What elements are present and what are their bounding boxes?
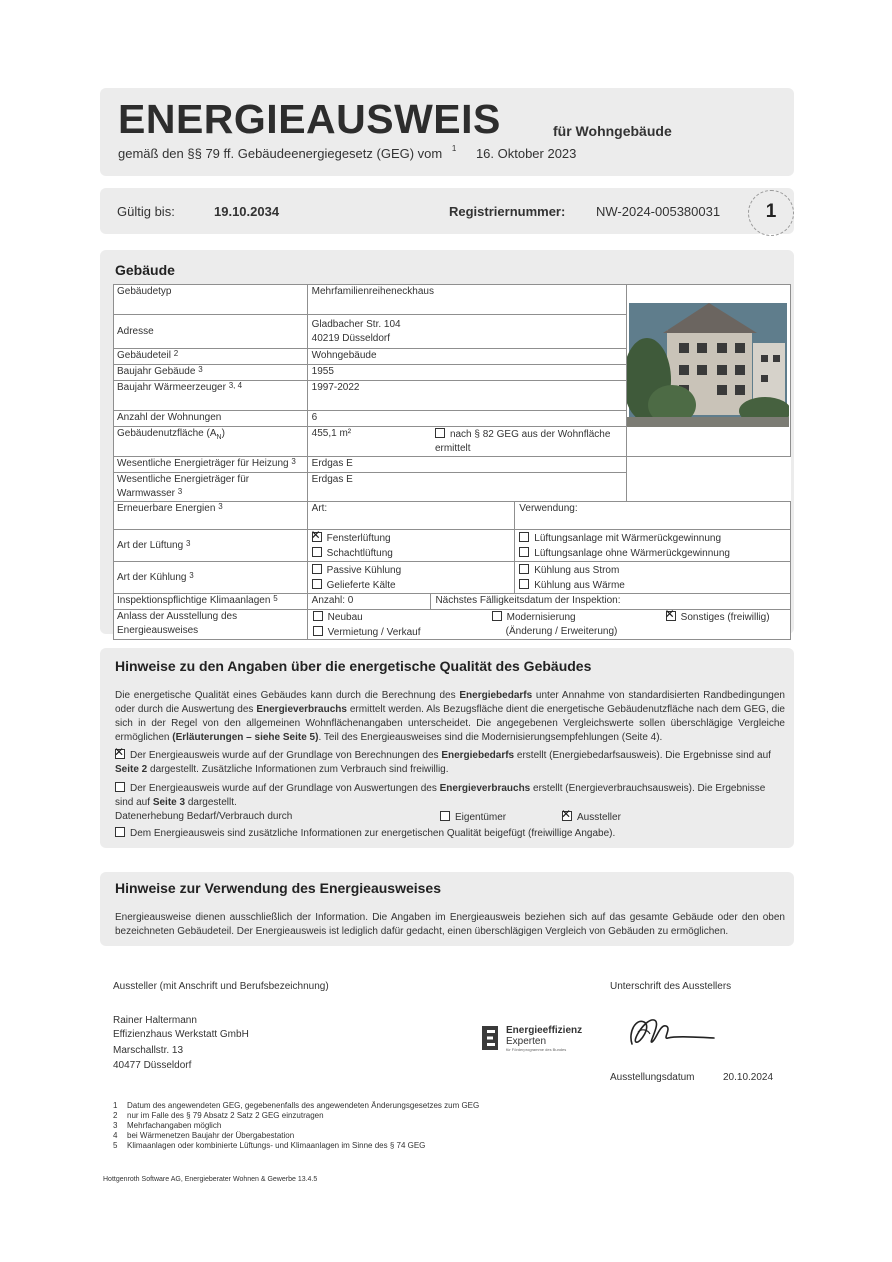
klima-text: Inspektionspflichtige Klimaanlagen <box>117 595 271 606</box>
adresse-label: Adresse <box>114 315 308 349</box>
footnote-num: 1 <box>113 1101 118 1110</box>
zusatz-label: Dem Energieausweis sind zusätzliche Informationen zur energetischen Qualität beigefügt (freiwillige Angabe). <box>130 828 616 839</box>
neubau-label: Neubau <box>327 612 363 623</box>
erneuerbar-art: Art: <box>307 502 515 530</box>
law-reference <box>118 146 576 161</box>
document-title: ENERGIEAUSWEIS <box>118 96 501 142</box>
strom-checkbox[interactable] <box>519 564 529 574</box>
nutzflaeche-close: ) <box>221 428 225 439</box>
software-credit: Hottgenroth Software AG, Energieberater Wohnen & Gewerbe 13.4.5 <box>103 1176 318 1183</box>
c1-e: dargestellt. Zusätzliche Informationen zum Verbrauch sind freiwillig. <box>147 764 449 775</box>
c2-a: Der Energieausweis wurde auf der Grundlage von Auswertungen des <box>130 783 440 794</box>
erneuerbar-text: Erneuerbare Energien <box>117 503 216 514</box>
row-erneuerbar <box>114 502 791 530</box>
kuehlung-left <box>307 562 515 594</box>
nutzflaeche-check-label: nach § 82 GEG aus der Wohnfläche ermittelt <box>434 429 611 454</box>
document-subtitle: für Wohngebäude <box>553 123 672 139</box>
law-date: 16. Oktober 2023 <box>475 146 577 161</box>
row-klima <box>114 594 791 610</box>
energy-expert-logo-icon <box>482 1026 498 1050</box>
c2-c: erstellt (Energieverbrauchsausweis). Die Ergebnisse sind auf <box>115 783 766 808</box>
kaelte-label: Gelieferte Kälte <box>326 579 396 591</box>
footnote-text: Mehrfachangaben möglich <box>127 1121 222 1130</box>
nutzflaeche-sub: N <box>216 434 222 441</box>
building-photo-image <box>627 285 789 427</box>
kuehlung-label <box>114 562 308 594</box>
anlass-opt-modernisierung[interactable] <box>492 610 576 625</box>
strom-label: Kühlung aus Strom <box>534 564 620 576</box>
heizung-value: Erdgas E <box>307 457 626 473</box>
empty-cell <box>626 457 790 473</box>
kuehlung-sup: 3 <box>189 570 194 580</box>
anlass-opt-vermietung[interactable] <box>313 625 421 640</box>
anlass-label <box>114 610 308 640</box>
adresse-line2: 40219 Düsseldorf <box>311 332 391 344</box>
datenerhebung-eigentuemer[interactable] <box>440 810 506 825</box>
issuer-company: Effizienzhaus Werkstatt GmbH <box>113 1029 249 1040</box>
lueftung-opt-schacht[interactable] <box>312 546 511 561</box>
warmwasser-sup: 3 <box>177 487 183 496</box>
building-photo <box>626 285 790 457</box>
zusatz-checkbox[interactable] <box>115 827 125 837</box>
erneuerbar-sup: 3 <box>218 502 223 511</box>
datenerhebung-aussteller[interactable] <box>562 810 621 825</box>
page-number: 1 <box>748 190 794 236</box>
valid-until-label: Gültig bis: <box>117 204 175 219</box>
nutzflaeche-checkbox[interactable] <box>435 428 445 438</box>
nutzflaeche-label <box>114 427 308 457</box>
row-gebaeudetyp <box>114 285 791 315</box>
row-lueftung <box>114 530 791 562</box>
kuehlung-right <box>515 562 791 594</box>
ohne-wrg-label: Lüftungsanlage ohne Wärmerückgewinnung <box>534 547 730 559</box>
heizung-text: Wesentliche Energieträger für Heizung <box>117 458 289 469</box>
check-bedarf[interactable] <box>115 748 785 777</box>
footnote-2 <box>113 1111 324 1121</box>
gebaeudetyp-value: Mehrfamilienreiheneckhaus <box>307 285 626 315</box>
issue-date-label: Ausstellungsdatum <box>610 1072 695 1083</box>
row-warmwasser <box>114 473 791 502</box>
baujahr-value: 1955 <box>307 365 626 381</box>
issue-date-value: 20.10.2024 <box>723 1072 774 1083</box>
footnote-text: Klimaanlagen oder kombinierte Lüftungs- und Klimaanlagen im Sinne des § 74 GEG <box>127 1141 426 1150</box>
hints-p1-g: . Teil des Energieausweises sind die Modernisierungsempfehlungen (Seite 4). <box>318 732 663 743</box>
vermietung-label: Vermietung / Verkauf <box>327 627 421 638</box>
passiv-label: Passive Kühlung <box>326 564 402 576</box>
aussteller-option-label: Aussteller <box>577 812 621 823</box>
law-footnote-ref: 1 <box>451 144 457 153</box>
gebaeudetyp-label: Gebäudetyp <box>114 285 308 315</box>
adresse-line1: Gladbacher Str. 104 <box>311 318 401 330</box>
anlass-label-line1: Anlass der Ausstellung des <box>117 611 238 622</box>
heizung-sup: 3 <box>291 457 296 466</box>
wohnungen-label: Anzahl der Wohnungen <box>114 411 308 427</box>
eigentuemer-checkbox[interactable] <box>440 811 450 821</box>
neubau-checkbox[interactable] <box>313 611 323 621</box>
hints-p1-c: unter Annahme von standardisierten Randbedingungen oder durch die Auswertung des <box>115 690 785 715</box>
anlass-options <box>307 610 790 640</box>
check-zusatz[interactable] <box>115 826 615 841</box>
c2-e: dargestellt. <box>185 797 237 808</box>
nutzflaeche-check[interactable] <box>431 427 627 457</box>
schacht-label: Schachtlüftung <box>326 547 393 559</box>
c1-d: Seite 2 <box>115 764 148 775</box>
baujahr-label <box>114 365 308 381</box>
usage-title: Hinweise zur Verwendung des Energieausweises <box>115 880 442 896</box>
lueftung-opt-ohne[interactable] <box>519 546 786 561</box>
baujahr-sup: 3 <box>198 365 203 374</box>
kaelte-checkbox[interactable] <box>312 579 322 589</box>
gebaeudeteil-value: Wohngebäude <box>307 349 626 365</box>
lueftung-sup: 3 <box>185 538 191 548</box>
waermeerzeuger-label <box>114 381 308 411</box>
c1-b: Energiebedarfs <box>441 750 515 761</box>
nutzflaeche-value: 455,1 m² <box>307 427 431 457</box>
anlass-opt-sonstiges[interactable] <box>666 610 770 625</box>
signature-label: Unterschrift des Ausstellers <box>610 981 732 992</box>
gebaeudeteil-sup: 2 <box>173 349 179 358</box>
empty-cell <box>626 473 790 502</box>
baujahr-text: Baujahr Gebäude <box>117 366 196 377</box>
anlass-opt-modernisierung-detail: (Änderung / Erweiterung) <box>505 626 618 637</box>
footnote-text: Datum des angewendeten GEG, gegebenenfalls des angewendeten Änderungsgesetzes zum GEG <box>127 1101 480 1110</box>
issuer-name: Rainer Haltermann <box>113 1015 197 1026</box>
c2-b: Energieverbrauchs <box>439 783 531 794</box>
footnote-text: bei Wärmenetzen Baujahr der Übergabestation <box>127 1131 295 1140</box>
waermeerzeuger-value: 1997-2022 <box>307 381 626 411</box>
mit-wrg-label: Lüftungsanlage mit Wärmerückgewinnung <box>534 532 722 544</box>
gebaeudeteil-label <box>114 349 308 365</box>
kuehlung-text: Art der Kühlung <box>117 571 187 583</box>
lueftung-left <box>307 530 515 562</box>
hints-p1-e: ermittelt werden. Als Bezugsfläche dient die energetische Gebäudenutzfläche nach dem GEG, die sich in der Regel von den allgemeinen Wohnflächenangaben unterscheidet. Die angegebenen Vergleichswerte sollen überschlägige Vergleiche ermöglichen <box>115 704 785 743</box>
logo-line2: Experten <box>506 1036 547 1047</box>
issuer-street: Marschallstr. 13 <box>113 1045 184 1056</box>
fenster-checkbox[interactable] <box>312 532 322 542</box>
footnote-4 <box>113 1131 294 1141</box>
hints-p1-b: Energiebedarfs <box>459 690 533 701</box>
waerme-label: Kühlung aus Wärme <box>534 579 625 591</box>
footnote-text: nur im Falle des § 79 Absatz 2 Satz 2 GEG einzutragen <box>127 1111 324 1120</box>
kuehlung-opt-strom[interactable] <box>519 563 786 578</box>
gebaeudeteil-text: Gebäudeteil <box>117 350 171 361</box>
sonstiges-label: Sonstiges (freiwillig) <box>680 612 770 623</box>
wohnungen-value: 6 <box>307 411 626 427</box>
waermeerzeuger-sup: 3, 4 <box>228 381 243 390</box>
mit-wrg-checkbox[interactable] <box>519 532 529 542</box>
modernisierung-label: Modernisierung <box>506 612 576 623</box>
building-table <box>113 284 791 640</box>
lueftung-right <box>515 530 791 562</box>
klima-faellig: Nächstes Fälligkeitsdatum der Inspektion: <box>431 594 791 610</box>
valid-until-value: 19.10.2034 <box>214 204 280 219</box>
bedarf-checkbox[interactable] <box>115 749 125 759</box>
logo-line1: Energieeffizienz <box>506 1025 583 1036</box>
row-heizung <box>114 457 791 473</box>
kuehlung-opt-passiv[interactable] <box>312 563 511 578</box>
kuehlung-opt-kaelte[interactable] <box>312 578 511 593</box>
klima-sup: 5 <box>273 594 278 603</box>
hints-p1-a: Die energetische Qualität eines Gebäudes kann durch die Berechnung des <box>115 690 460 701</box>
check-verbrauch[interactable] <box>115 781 785 810</box>
lueftung-opt-fenster[interactable] <box>312 531 511 546</box>
fenster-label: Fensterlüftung <box>326 532 391 544</box>
footnote-num: 4 <box>113 1131 118 1140</box>
row-anlass <box>114 610 791 640</box>
footnote-3 <box>113 1121 221 1131</box>
datenerhebung-label: Datenerhebung Bedarf/Verbrauch durch <box>115 811 293 822</box>
schacht-checkbox[interactable] <box>312 547 322 557</box>
registration-label: Registriernummer: <box>449 204 566 219</box>
hints-p1-d: Energieverbrauchs <box>256 704 347 715</box>
hints-paragraph <box>115 689 785 745</box>
waerme-checkbox[interactable] <box>519 579 529 589</box>
warmwasser-label <box>114 473 308 502</box>
klima-label <box>114 594 308 610</box>
footnote-num: 5 <box>113 1141 118 1150</box>
waermeerzeuger-text: Baujahr Wärmeerzeuger <box>117 382 226 393</box>
klima-anzahl: Anzahl: 0 <box>307 594 431 610</box>
verbrauch-checkbox[interactable] <box>115 782 125 792</box>
c1-c: erstellt (Energiebedarfsausweis). Die Ergebnisse sind auf <box>514 750 771 761</box>
warmwasser-text: Wesentliche Energieträger für Warmwasser <box>117 474 250 499</box>
eigentuemer-label: Eigentümer <box>455 812 507 823</box>
kuehlung-opt-waerme[interactable] <box>519 578 786 593</box>
lueftung-opt-mit[interactable] <box>519 531 786 546</box>
anlass-opt-neubau[interactable] <box>313 610 363 625</box>
ohne-wrg-checkbox[interactable] <box>519 547 529 557</box>
nutzflaeche-text: Gebäudenutzfläche (A <box>117 428 217 439</box>
row-kuehlung <box>114 562 791 594</box>
issuer-label: Aussteller (mit Anschrift und Berufsbezeichnung) <box>113 981 329 992</box>
sonstiges-checkbox[interactable] <box>666 611 676 621</box>
c1-a: Der Energieausweis wurde auf der Grundlage von Berechnungen des <box>130 750 442 761</box>
hints-p1-f: (Erläuterungen – siehe Seite 5) <box>172 732 319 743</box>
anlass-label-line2: Energieausweises <box>117 625 199 636</box>
registration-value: NW-2024-005380031 <box>596 204 721 219</box>
lueftung-label <box>114 530 308 562</box>
heizung-label <box>114 457 308 473</box>
footnote-num: 2 <box>113 1111 118 1120</box>
lueftung-text: Art der Lüftung <box>117 539 184 551</box>
modernisierung-checkbox[interactable] <box>492 611 502 621</box>
erneuerbar-label <box>114 502 308 530</box>
erneuerbar-verwendung: Verwendung: <box>515 502 791 530</box>
footnote-num: 3 <box>113 1121 118 1130</box>
footnote-1 <box>113 1101 479 1111</box>
warmwasser-value: Erdgas E <box>307 473 626 502</box>
vermietung-checkbox[interactable] <box>313 626 323 636</box>
logo-line3: für Förderprogramme des Bundes <box>506 1047 567 1052</box>
usage-text: Energieausweise dienen ausschließlich der Information. Die Angaben im Energieausweis beziehen sich auf das gesamte Gebäude oder den oben bezeichneten Gebäudeteil. Der Energieausweis ist lediglich dafür gedacht, einen überschlägigen Vergleich von Gebäuden zu ermöglichen. <box>115 912 785 937</box>
handwritten-signature <box>622 1010 718 1054</box>
adresse-value <box>307 315 626 349</box>
aussteller-checkbox[interactable] <box>562 811 572 821</box>
issuer-city: 40477 Düsseldorf <box>113 1060 192 1071</box>
footnote-5 <box>113 1141 425 1151</box>
c2-d: Seite 3 <box>152 797 186 808</box>
hints-title: Hinweise zu den Angaben über die energetische Qualität des Gebäudes <box>115 658 592 674</box>
law-prefix: gemäß den §§ 79 ff. Gebäudeenergiegesetz (GEG) vom <box>118 146 443 161</box>
passiv-checkbox[interactable] <box>312 564 322 574</box>
building-section-title: Gebäude <box>115 262 175 278</box>
